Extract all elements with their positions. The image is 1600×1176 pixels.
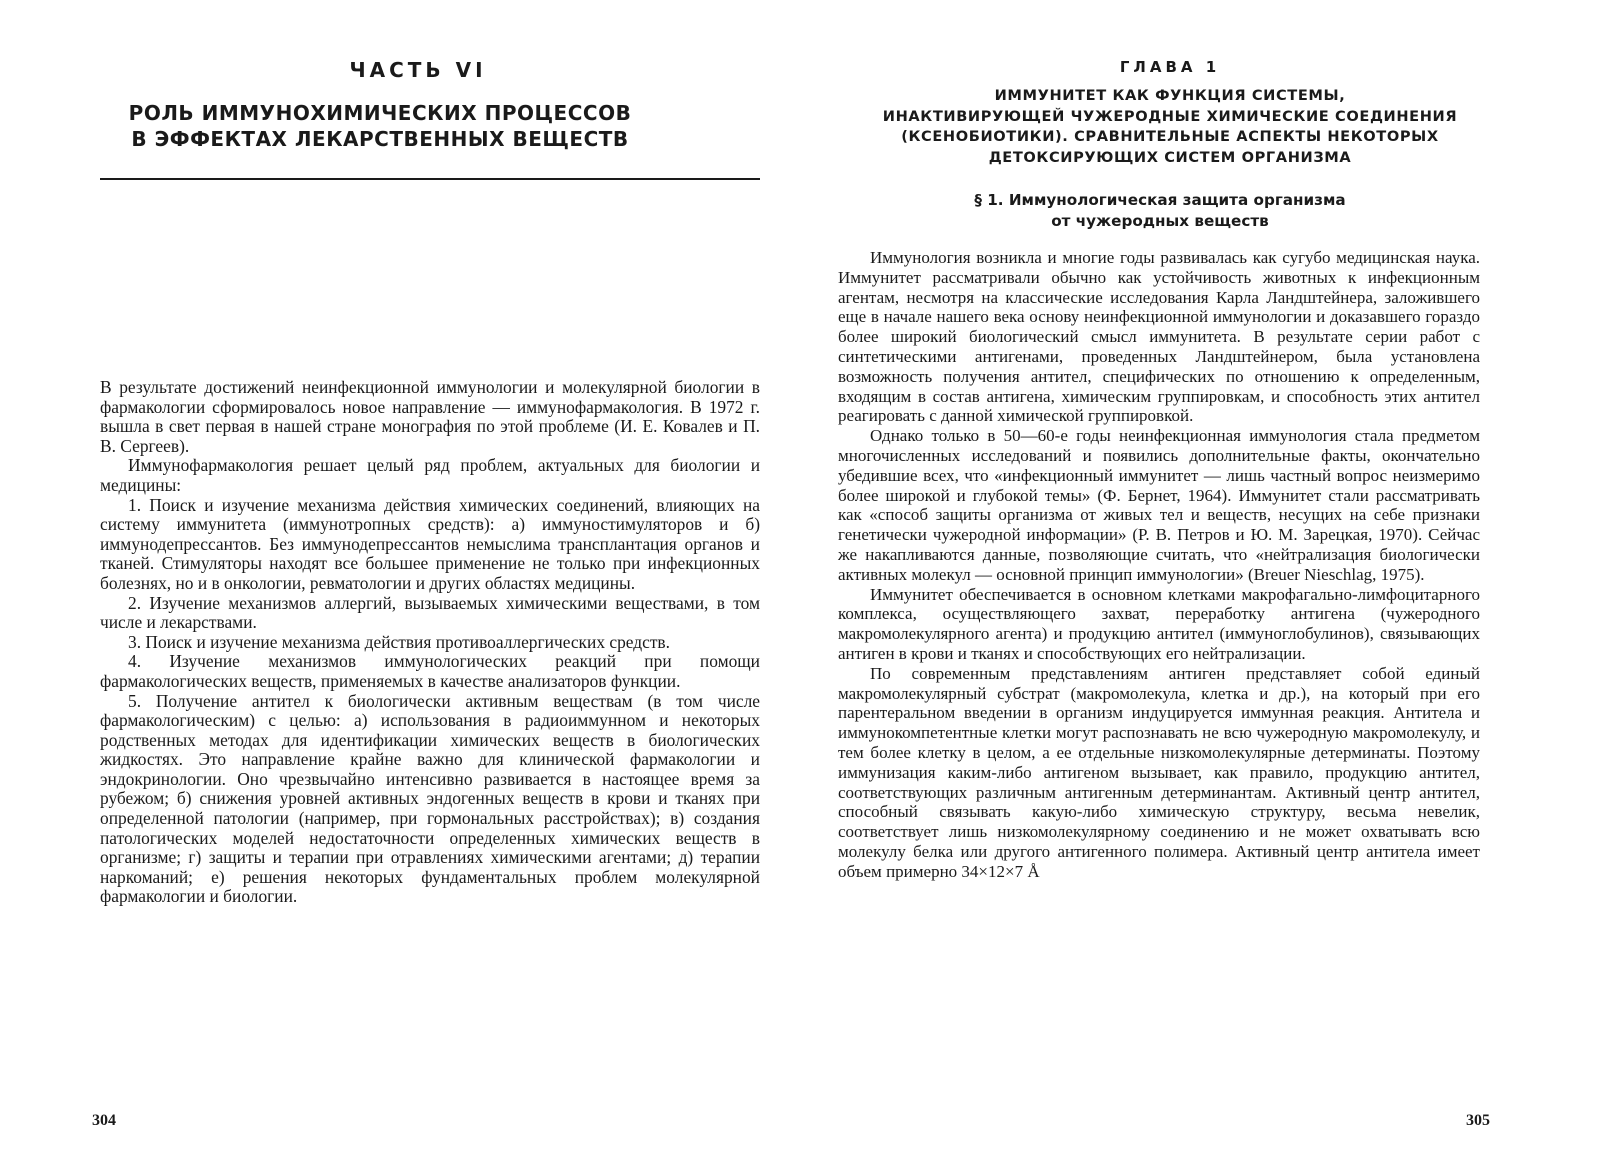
section-title xyxy=(900,190,1420,232)
chapter-label: ГЛАВА 1 xyxy=(1119,58,1221,76)
part-title xyxy=(100,100,660,152)
right-body-text xyxy=(838,248,1480,882)
paragraph: Иммунитет обеспечивается в основном клетками макрофагально-лимфоцитарного комплекса, осуществляющего захват, переработку антигена (чужеродного макромолекулярного агента) и продукцию антител (иммуноглобулинов), связывающих антиген в крови и тканях и способствующих его нейтрализации. xyxy=(838,584,1480,663)
paragraph: 1. Поиск и изучение механизма действия химических соединений, влияющих на систему иммунитета (иммунотропных средств): а) иммуностимуляторов и б) иммунодепрессантов. Без иммунодепрессантов немыслима трансплантация органов и тканей. Стимуляторы находят все большее применение не только при инфекционных болезнях, но и в онкологии, ревматологии и других областях медицины. xyxy=(100,494,760,593)
paragraph: Иммунология возникла и многие годы развивалась как сугубо медицинская наука. Иммунитет рассматривали обычно как устойчивость животных к инфекционным агентам, несмотря на классические исследования Карла Ландштейнера, заложившего еще в начале нашего века основу неинфекционной иммунологии и доказавшего гораздо более широкий биологический смысл иммунитета. В результате серии работ с синтетическими антигенами, проведенных Ландштейнером, была установлена возможность получения антител, специфических по отношению к определенным, входящим в состав антигена, химическим группировкам, и способность этих антител реагировать с данной химической группировкой. xyxy=(838,248,1480,426)
chapter-title-line: ДЕТОКСИРУЮЩИХ СИСТЕМ ОРГАНИЗМА xyxy=(988,148,1352,166)
chapter-title-line: ИНАКТИВИРУЮЩЕЙ ЧУЖЕРОДНЫЕ ХИМИЧЕСКИЕ СОЕДИНЕНИЯ xyxy=(882,107,1458,125)
paragraph: 4. Изучение механизмов иммунологических реакций при помощи фармакологических веществ, применяемых в качестве анализаторов функции. xyxy=(100,651,760,691)
paragraph: Однако только в 50—60-е годы неинфекционная иммунология стала предметом многочисленных исследований и появились дополнительные факты, окончательно убедившие всех, что «инфекционный иммунитет — лишь частный вопрос неизмеримо более широкой и глубокой темы» (Ф. Бернет, 1964). Иммунитет стали рассматривать как «способ защиты организма от живых тел и веществ, несущих на себе признаки генетически чужеродной информации» (Р. В. Петров и Ю. М. Зарецкая, 1970). Сейчас же накапливаются данные, позволяющие считать, что «нейтрализация биологически активных молекул — основной принцип иммунологии» (Breuer Nieschlag, 1975). xyxy=(838,426,1480,584)
paragraph: 2. Изучение механизмов аллергий, вызываемых химическими веществами, в том числе и лекарствами. xyxy=(100,592,760,633)
paragraph: 5. Получение антител к биологически активным веществам (в том числе фармакологическим) с целью: а) использования в радиоиммунном и некоторых родственных методах для идентификации химических веществ в биологических жидкостях. Это направление крайне важно для клинической фармакологии и эндокринологии. Оно чрезвычайно интенсивно развивается в настоящее время за рубежом; б) снижения уровней активных эндогенных веществ в крови и тканях при определенной патологии (например, при гормональных расстройствах); в) создания патологических моделей недостаточности определенных химических веществ в организме; г) защиты и терапии при отравлениях химическими агентами; д) терапии наркоманий; е) решения некоторых фундаментальных проблем молекулярной фармакологии и биологии. xyxy=(100,690,760,907)
paragraph: В результате достижений неинфекционной иммунологии и молекулярной биологии в фармакологии сформировалось новое направление — иммунофармакология. В 1972 г. вышла в свет первая в нашей стране монография по этой проблеме (И. Е. Ковалев и П. В. Сергеев). xyxy=(100,377,760,456)
part-title-line: РОЛЬ ИММУНОХИМИЧЕСКИХ ПРОЦЕССОВ xyxy=(128,101,632,125)
chapter-title-line: ИММУНИТЕТ КАК ФУНКЦИЯ СИСТЕМЫ, xyxy=(994,87,1346,104)
chapter-title-line: (КСЕНОБИОТИКИ). СРАВНИТЕЛЬНЫЕ АСПЕКТЫ НЕКОТОРЫХ xyxy=(901,128,1439,145)
section-title-line: § 1. Иммунологическая защита организма xyxy=(974,191,1346,209)
left-body-text xyxy=(100,378,760,907)
section-title-line: от чужеродных веществ xyxy=(1051,212,1269,230)
page-number: 305 xyxy=(1466,1112,1490,1129)
paragraph: По современным представлениям антиген представляет собой единый макромолекулярный субстрат (макромолекула, клетка и др.), на который при его парентеральном введении в организм индуцируется иммунная реакция. Антитела и иммунокомпетентные клетки могут распознавать не всю чужеродную макромолекулу, и тем более клетку в целом, а ее отдельные низкомолекулярные детерминаты. Поэтому иммунизация каким-либо антигеном вызывает, как правило, продукцию антител, соответствующих различным антигенным детерминантам. Активный центр антител, способный связывать какую-либо химическую структуру, весьма невелик, соответствует лишь низкомолекулярному соединению и не может охватывать всю молекулу белка или другого антигенного полимера. Активный центр антитела имеет объем примерно 34×12×7 Å xyxy=(838,663,1480,881)
part-divider-rule xyxy=(100,178,760,180)
part-label: ЧАСТЬ VI xyxy=(349,58,487,82)
page-number: 304 xyxy=(92,1112,116,1129)
paragraph: 3. Поиск и изучение механизма действия противоаллергических средств. xyxy=(128,631,670,652)
part-title-line: В ЭФФЕКТАХ ЛЕКАРСТВЕННЫХ ВЕЩЕСТВ xyxy=(131,127,629,151)
paragraph: Иммунофармакология решает целый ряд проблем, актуальных для биологии и медицины: xyxy=(100,455,760,495)
right-page xyxy=(800,0,1600,1176)
chapter-title xyxy=(850,86,1490,168)
